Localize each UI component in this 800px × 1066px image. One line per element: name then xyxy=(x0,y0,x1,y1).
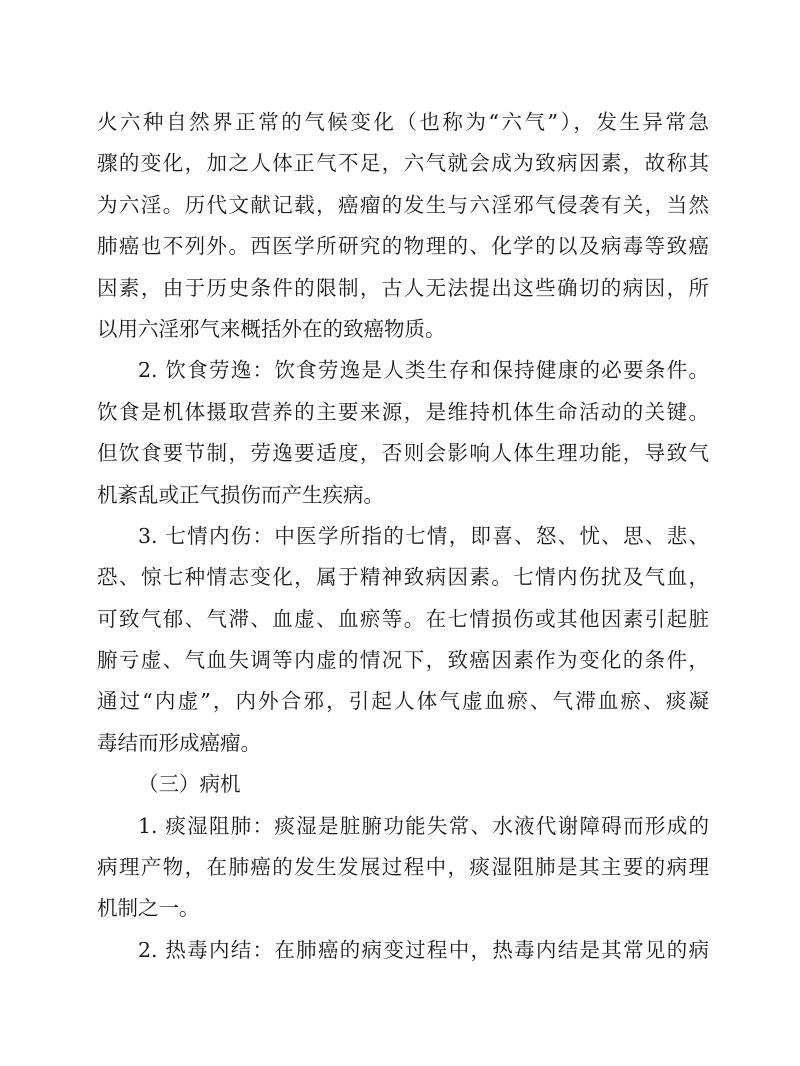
paragraph-start-line: 1. 痰湿阻肺：痰湿是脏腑功能失常、水液代谢障碍而形成的 xyxy=(138,813,709,838)
text-line: 饮食是机体摄取营养的主要来源，是维持机体生命活动的关键。 xyxy=(97,399,709,424)
paragraph-start-line: 2. 热毒内结：在肺癌的病变过程中，热毒内结是其常见的病 xyxy=(138,937,709,962)
body-text xyxy=(97,102,709,971)
paragraph-start-line: 2. 饮食劳逸：饮食劳逸是人类生存和保持健康的必要条件。 xyxy=(138,358,709,383)
text-line: 为六淫。历代文献记载，癌瘤的发生与六淫邪气侵袭有关，当然 xyxy=(97,192,709,217)
text-line: 以用六淫邪气来概括外在的致癌物质。 xyxy=(97,316,446,341)
text-line: 但饮食要节制，劳逸要适度，否则会影响人体生理功能，导致气 xyxy=(97,441,709,466)
section-heading: （三）病机 xyxy=(138,772,241,797)
text-line: 肺癌也不列外。西医学所研究的物理的、化学的以及病毒等致癌 xyxy=(97,234,709,259)
text-line: 骤的变化，加之人体正气不足，六气就会成为致病因素，故称其 xyxy=(97,151,709,176)
text-line: 腑亏虚、气血失调等内虚的情况下，致癌因素作为变化的条件， xyxy=(97,648,709,673)
paragraph-start-line: 3. 七情内伤：中医学所指的七情，即喜、怒、忧、思、悲、 xyxy=(138,523,709,548)
text-line: 通过“内虚”，内外合邪，引起人体气虚血瘀、气滞血瘀、痰凝 xyxy=(97,689,709,714)
text-line: 机制之一。 xyxy=(97,896,200,921)
text-line: 恐、惊七种情志变化，属于精神致病因素。七情内伤扰及气血， xyxy=(97,565,709,590)
text-line: 病理产物，在肺癌的发生发展过程中，痰湿阻肺是其主要的病理 xyxy=(97,855,709,880)
text-line: 可致气郁、气滞、血虚、血瘀等。在七情损伤或其他因素引起脏 xyxy=(97,606,709,631)
text-line: 火六种自然界正常的气候变化（也称为“六气”），发生异常急 xyxy=(97,110,709,134)
text-line: 机紊乱或正气损伤而产生疾病。 xyxy=(97,482,384,507)
text-line: 毒结而形成癌瘤。 xyxy=(97,730,261,755)
text-line: 因素，由于历史条件的限制，古人无法提出这些确切的病因，所 xyxy=(97,275,709,300)
